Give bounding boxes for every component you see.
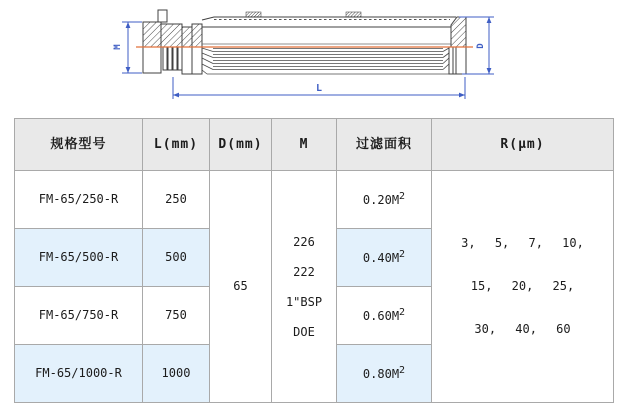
cell-length: 250 <box>143 171 210 229</box>
adapter-knob <box>158 10 167 22</box>
filter-cartridge-diagram <box>0 0 627 112</box>
cell-filter-area <box>337 229 432 287</box>
header-diameter: D(mm) <box>210 119 272 171</box>
table-row <box>15 171 614 229</box>
area-superscript: 2 <box>399 307 406 319</box>
dimension-l-label: L <box>315 83 323 94</box>
cell-filter-area <box>337 171 432 229</box>
thread-ribs <box>163 47 182 70</box>
cell-model: FM-65/1000-R <box>15 345 143 403</box>
left-cap-hatch <box>192 24 202 47</box>
area-value: 0.60M <box>362 309 400 324</box>
area-value: 0.80M <box>362 367 400 382</box>
right-cap-external <box>449 47 466 74</box>
connection-line: 1"BSP <box>285 294 323 309</box>
cell-filter-area <box>337 287 432 345</box>
header-connection: M <box>272 119 337 171</box>
micron-line: 3, 5, 7, 10, <box>461 236 584 250</box>
area-superscript: 2 <box>399 191 406 203</box>
area-superscript: 2 <box>399 249 406 261</box>
cell-model: FM-65/750-R <box>15 287 143 345</box>
cell-diameter-merged: 65 <box>210 171 272 403</box>
cell-micron-merged <box>432 171 614 403</box>
header-row <box>15 119 614 171</box>
area-value: 0.40M <box>362 251 400 266</box>
cell-length: 750 <box>143 287 210 345</box>
cell-length: 1000 <box>143 345 210 403</box>
area-value: 0.20M <box>362 193 400 208</box>
spec-table <box>14 118 614 403</box>
technical-drawing <box>0 0 627 112</box>
pleat-lines <box>202 48 449 74</box>
cell-model: FM-65/250-R <box>15 171 143 229</box>
header-micron-rating: R(μm) <box>432 119 614 171</box>
cell-connection-merged <box>272 171 337 403</box>
dimension-m-label: M <box>113 44 123 50</box>
collar-section-hatch <box>182 27 192 47</box>
cell-length: 500 <box>143 229 210 287</box>
cartridge-outline <box>143 10 466 74</box>
dimension-l <box>173 77 465 99</box>
adapter-section <box>161 24 182 47</box>
cell-model: FM-65/500-R <box>15 229 143 287</box>
header-filter-area: 过滤面积 <box>337 119 432 171</box>
micron-line: 30, 40, 60 <box>474 322 571 336</box>
header-model: 规格型号 <box>15 119 143 171</box>
right-cap-section <box>451 17 466 47</box>
connection-line: 222 <box>293 264 315 279</box>
connection-line: DOE <box>293 324 315 339</box>
micron-line: 15, 20, 25, <box>470 279 575 293</box>
header-length: L(mm) <box>143 119 210 171</box>
connection-line: 226 <box>293 234 315 249</box>
area-superscript: 2 <box>399 365 406 377</box>
cell-filter-area <box>337 345 432 403</box>
knurl-patch-right <box>346 12 361 17</box>
knurl-patch-left <box>246 12 261 17</box>
flange-section-hatch <box>143 22 161 47</box>
dimension-d-label: D <box>476 43 486 49</box>
